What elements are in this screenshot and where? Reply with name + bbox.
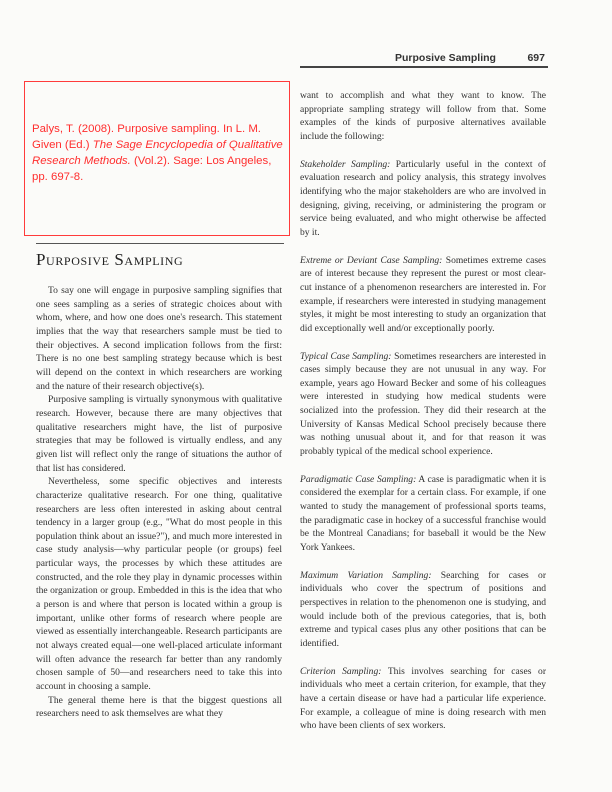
entry-label: Paradigmatic Case Sampling: [300,473,417,485]
entry-text: This involves searching for cases or individuals who meet a certain criterion, for example, that they have a certain disease or have had a particular life experience. For example, a colleague of mine is doing research with men who have been clients of sex workers. [300,665,546,732]
page-number: 697 [527,52,545,64]
right-column [300,89,546,733]
entry-text: Sometimes extreme cases are of interest because they represent the purest or most clear-cut instance of a phenomenon researchers are interested in. For example, if researchers were interested in studying management styles, it might be most interesting to study an organization that did exceptionally well and/or exceptionally poorly. [300,254,546,334]
entry-label: Typical Case Sampling: [300,350,392,362]
entry-label: Criterion Sampling: [300,665,382,677]
entry-label: Stakeholder Sampling: [300,158,391,170]
entry-label: Extreme or Deviant Case Sampling: [300,254,443,266]
entry-text: Searching for cases or individuals who cover the spectrum of positions and perspectives in relation to the phenomenon one is studying, and would include both of the previous categories, that is, both extreme and typical cases plus any other positions that can be identified. [300,569,546,649]
sampling-entry [300,473,546,555]
article-title: Purposive Sampling [36,250,184,269]
entry-text: A case is paradigmatic when it is considered the exemplar for a certain class. For example, if one wanted to study the management of professional sports teams, the paradigmatic case in hockey of a successful franchise would be the Montreal Canadians; for baseball it would be the New York Yankees. [300,473,546,554]
left-column [36,284,282,721]
citation-text: Palys, T. (2008). Purposive sampling. In L. M. Given (Ed.) [32,123,261,151]
entry-text: Sometimes researchers are interested in cases simply because they are not unusual in any way. For example, years ago Howard Becker and some of his colleagues were interested in studying how medical students were socialized into the profession. They did their research at the University of Kansas Medical School precisely because there was nothing unusual about it, and for that reason it was probably typical of the medical school experience. [300,350,546,458]
entry-label: Maximum Variation Sampling: [300,569,432,581]
sampling-entry [300,350,546,459]
title-rule [36,243,284,244]
paragraph: Nevertheless, some specific objectives and interests characterize qualitative research. For one thing, qualitative researchers are less often interested in asking about central tendency in a larger group (e.g., "What do most people in this population think about an issue?"), and much more interested in case study analysis—why particular people (or groups) feel particular ways, the processes by which these attitudes are constructed, and the role they play in dynamic processes within the organization or group. Embedded in this is the idea that who a person is and where that person is located within a group is important, unlike other forms of research where people are viewed as essentially interchangeable. Research participants are not always created equal—one well-placed articulate informant will often advance the research far better than any randomly chosen sample of 50—and researchers need to take this into account in choosing a sample. [36,476,282,693]
citation-details: (Vol.2). Sage: Los Angeles, pp. 697-8. [32,155,272,183]
sampling-entry [300,254,546,336]
sampling-entry [300,569,546,651]
paragraph: The general theme here is that the biggest questions all researchers need to ask themselves are what they [36,694,282,720]
header-rule [300,66,548,68]
sampling-entry [300,665,546,733]
paragraph: To say one will engage in purposive sampling signifies that one sees sampling as a series of strategic choices about with whom, where, and how one does one's research. This statement implies that the way that researchers sample must be tied to their objectives. A second implication follows from the first: There is no one best sampling strategy because which is best will depend on the context in which researchers are working and the nature of their research objective(s). [36,285,282,392]
citation-book-title: The Sage Encyclopedia of Qualitative Research Methods. [32,139,283,167]
paragraph: want to accomplish and what they want to know. The appropriate sampling strategy will follow from that. Some examples of the kinds of purposive alternatives available include the following: [300,90,546,142]
citation-box [24,81,290,236]
paragraph: Purposive sampling is virtually synonymous with qualitative research. However, because there are many objectives that qualitative researchers might have, the list of purposive strategies that may be followed is virtually endless, and any given list will reflect only the range of situations the author of that list has considered. [36,394,282,474]
sampling-entry [300,158,546,240]
running-header-title: Purposive Sampling [395,52,496,64]
running-header [395,48,545,68]
entry-text: Particularly useful in the context of evaluation research and policy analysis, this strategy involves identifying who the major stakeholders are who are involved in designing, giving, receiving, or administering the program or service being evaluated, and who might otherwise be affected by it. [300,158,546,238]
